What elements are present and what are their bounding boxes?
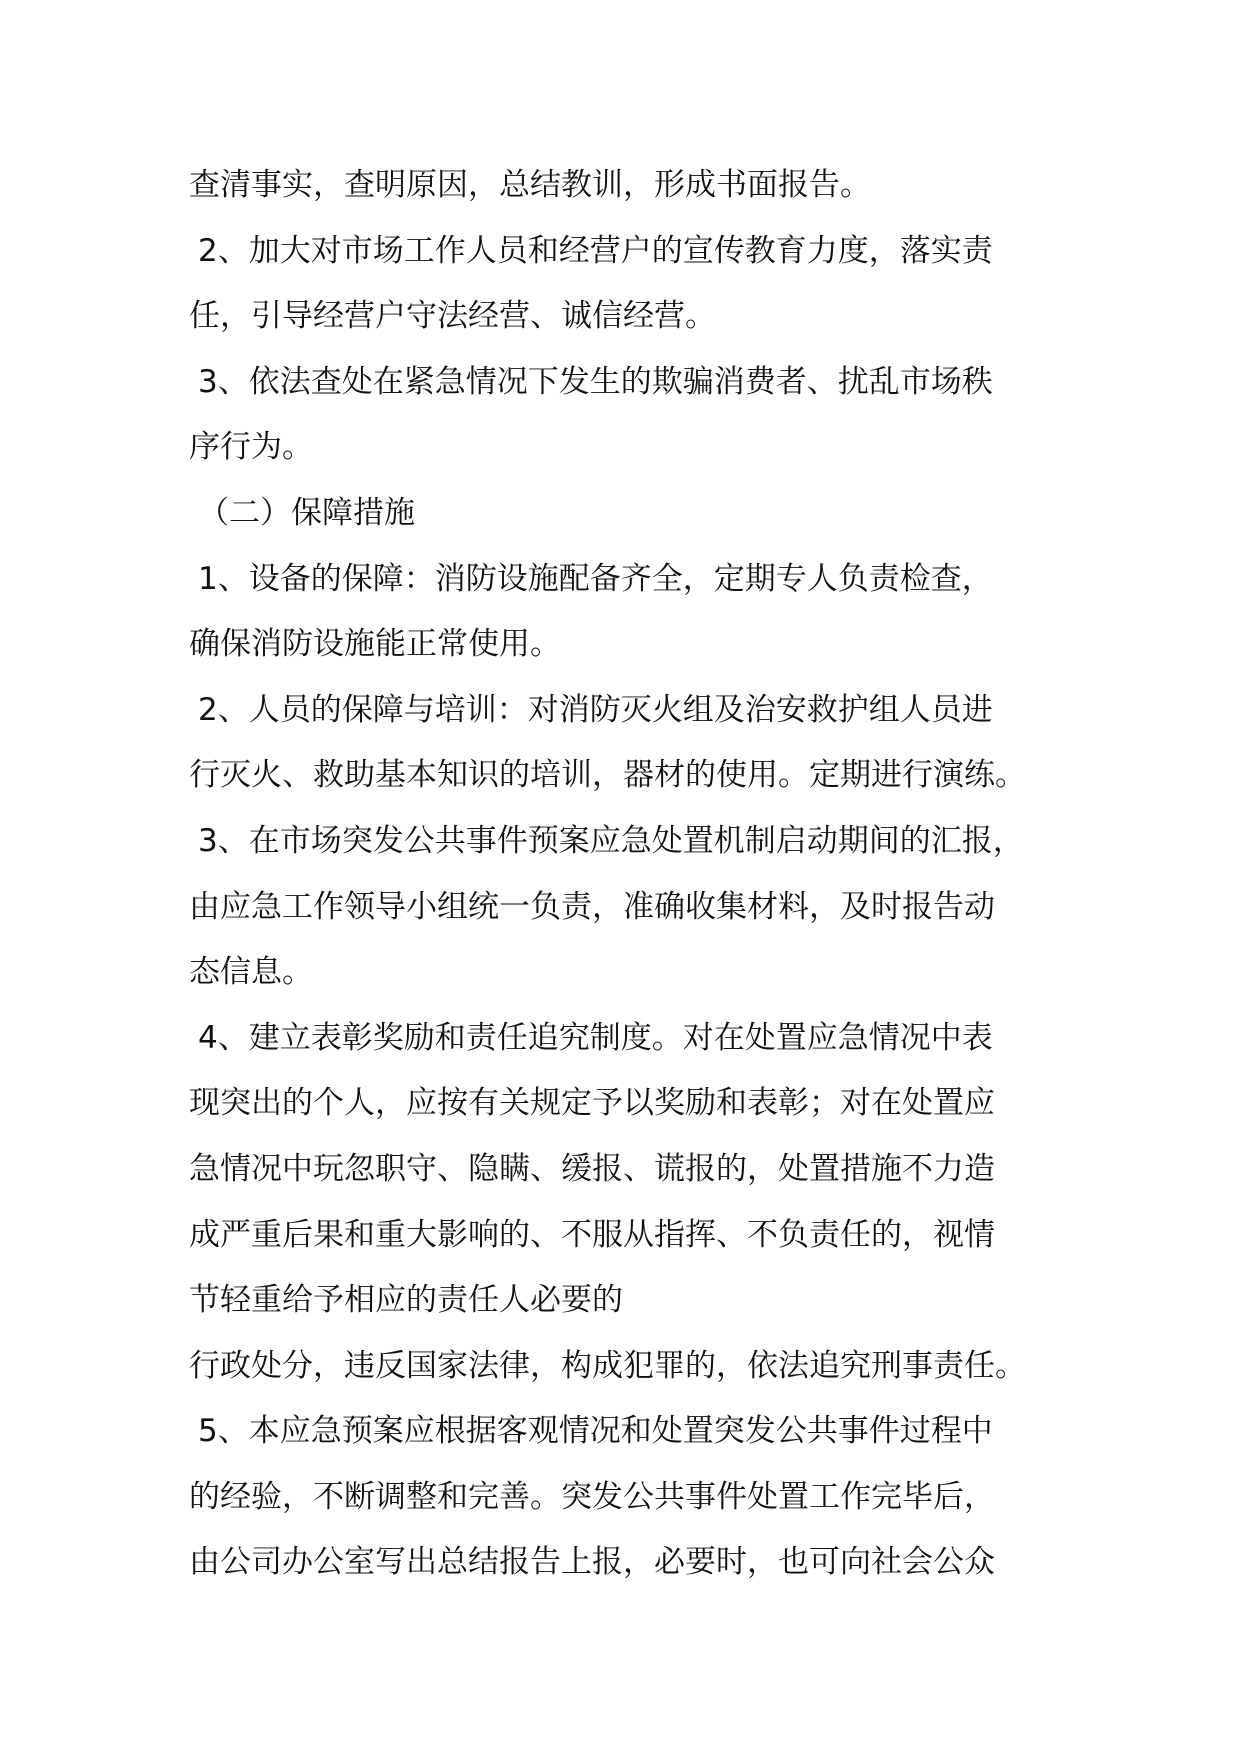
list-item-5: 5、本应急预案应根据客观情况和处置突发公共事件过程中 [198,1413,993,1450]
list-item-1: 1、设备的保障：消防设施配备齐全，定期专人负责检查， [198,560,993,597]
text-line: 行政处分，违反国家法律，构成犯罪的，依法追究刑事责任。 [189,1347,1026,1384]
list-item-4: 4、建立表彰奖励和责任追究制度。对在处置应急情况中表 [198,1019,993,1056]
text-line: 任，引导经营户守法经营、诚信经营。 [189,298,716,335]
text-line: 节轻重给予相应的责任人必要的 [189,1282,623,1319]
text-line: 行灭火、救助基本知识的培训，器材的使用。定期进行演练。 [189,757,1026,794]
text-line: 确保消防设施能正常使用。 [189,626,561,663]
section-heading: （二）保障措施 [198,494,415,531]
document-page [189,153,1069,1596]
text-line: 查清事实，查明原因，总结教训，形成书面报告。 [189,167,871,203]
text-line: 现突出的个人，应按有关规定予以奖励和表彰；对在处置应 [189,1085,995,1122]
text-line: 成严重后果和重大影响的、不服从指挥、不负责任的，视情 [189,1216,995,1253]
text-line: 由应急工作领导小组统一负责，准确收集材料，及时报告动 [189,888,995,925]
text-line: 态信息。 [189,954,313,991]
text-line: 急情况中玩忽职守、隐瞒、缓报、谎报的，处置措施不力造 [189,1150,995,1187]
list-item-2: 2、加大对市场工作人员和经营户的宣传教育力度，落实责 [198,232,993,269]
text-line: 的经验，不断调整和完善。突发公共事件处置工作完毕后， [189,1478,995,1515]
text-line: 由公司办公室写出总结报告上报，必要时，也可向社会公众 [189,1544,995,1581]
text-line: 序行为。 [189,429,313,466]
list-item-3: 3、依法查处在紧急情况下发生的欺骗消费者、扰乱市场秩 [198,363,993,400]
list-item-2: 2、人员的保障与培训：对消防灭火组及治安救护组人员进 [198,691,993,728]
list-item-3: 3、在市场突发公共事件预案应急处置机制启动期间的汇报， [198,822,1024,859]
